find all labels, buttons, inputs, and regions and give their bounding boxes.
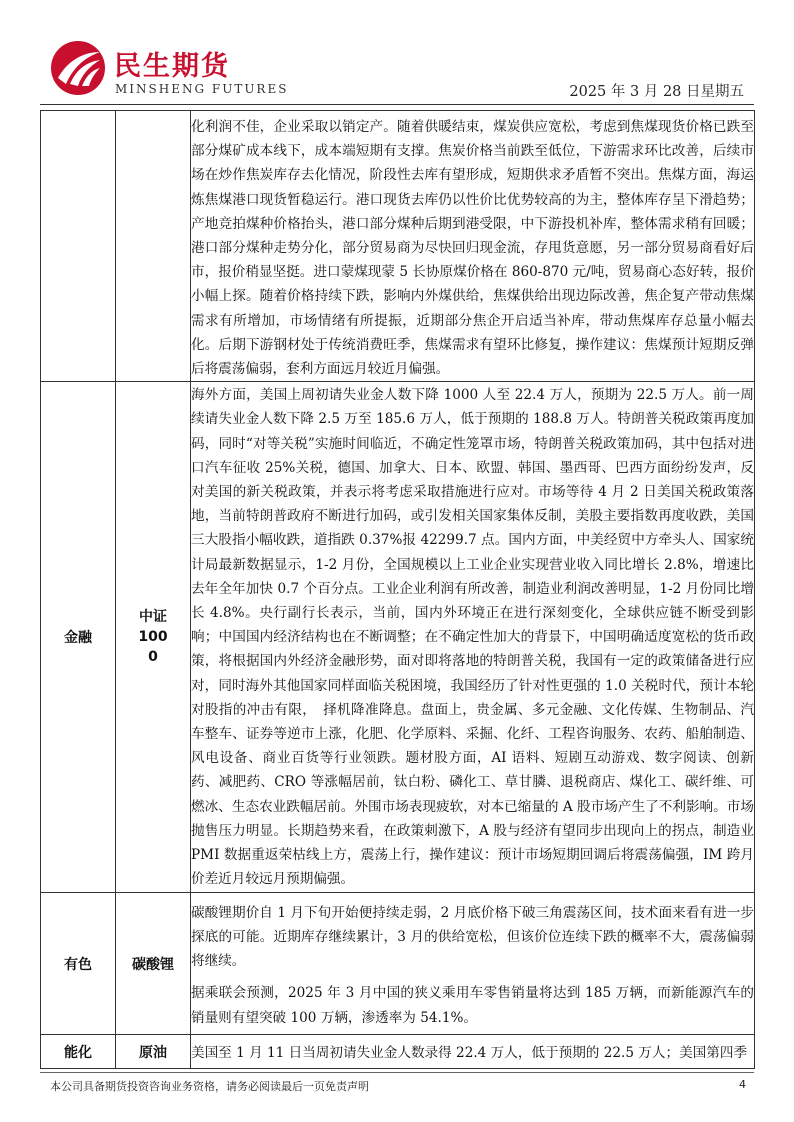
analysis-cell [191, 111, 755, 382]
analysis-paragraph: 碳酸锂期价自 1 月下旬开始便持续走弱，2 月底价格下破三角震荡区间，技术面来看有进一步探底的可能。近期库存继续累计，3 月的供给宽松，但该价位连续下跌的概率不大，震荡偏弱将继续。 [191, 904, 754, 970]
product-cell: 原油 [116, 1035, 191, 1069]
page-header [40, 38, 754, 104]
product-cell [116, 382, 191, 893]
sector-cell: 金融 [41, 382, 116, 893]
analysis-cell [191, 893, 755, 1035]
header-divider [40, 104, 754, 105]
product-label: 中证 1000 [138, 609, 168, 666]
page-number: 4 [739, 1078, 746, 1091]
table-row [41, 382, 755, 893]
brand-name-cn: 民生期货 [114, 51, 230, 82]
analysis-paragraph: 海外方面，美国上周初请失业金人数下降 1000 人至 22.4 万人，预期为 22.5 万人。前一周续请失业金人数下降 2.5 万至 185.6 万人，低于预期的 188.8 万人。特朗普关税政策再度加码，同时“对等关税”实施时间临近，不确定性笼罩市场，特朗普关税政策加码，其中包括对进口汽车征收 25%关税，德国、加拿大、日本、欧盟、韩国、墨西哥、巴西方面纷纷发声，反对美国的新关税政策，并表示将考虑采取措施进行应对。市场等待 4 月 2 日美国关税政策落地，当前特朗普政府不断进行加码，或引发相关国家集体反制，美股主要指数再度收跌，美国三大股指小幅收跌，道指跌 0.37%报 42299.7 点。国内方面，中美经贸中方牵头人、国家统计局最新数据显示，1-2 月份，全国规模以上工业企业实现营业收入同比增长 2.8%，增速比去年全年加快 0.7 个百分点。工业企业利润有所改善，制造业利润改善明显，1-2 月份同比增长 4.8%。央行副行长表示，当前，国内外环境正在进行深刻变化，全球供应链不断受到影响；中国国内经济结构也在不断调整；在不确定性加大的背景下，中国明确适度宽松的货币政策，将根据国内外经济金融形势，面对即将落地的特朗普关税，我国有一定的政策储备进行应对，同时海外其他国家同样面临关税困境，我国经历了针对性更强的 1.0 关税时代，预计本轮对股指的冲击有限， 择机降准降息。盘面上，贵金属、多元金融、文化传媒、生物制品、汽车整车、证券等逆市上涨，化肥、化学原料、采掘、化纤、工程咨询服务、农药、船舶制造、风电设备、商业百货等行业领跌。题材股方面，AI 语料、短剧互动游戏、数字阅读、创新药、减肥药、CRO 等涨幅居前，钛白粉、磷化工、草甘膦、退税商店、煤化工、碳纤维、可燃冰、生态农业跌幅居前。外围市场表现疲软，对本已缩量的 A 股市场产生了不利影响。市场抛售压力明显。长期趋势来看，在政策刺激下，A 股与经济有望同步出现向上的拐点，制造业 PMI 数据重返荣枯线上方，震荡上行，操作建议：预计市场短期回调后将震荡偏强，IM 跨月价差近月较远月预期偏强。 [191, 387, 754, 888]
table-row [41, 893, 755, 1035]
product-cell [116, 111, 191, 382]
footer-divider [40, 1072, 754, 1073]
analysis-paragraph: 美国至 1 月 11 日当周初请失业金人数录得 22.4 万人，低于预期的 22.5 万人；美国第四季 [191, 1045, 748, 1062]
sector-cell [41, 111, 116, 382]
table-row [41, 1035, 755, 1069]
brand-name-en: MINSHENG FUTURES [115, 82, 289, 96]
product-cell: 碳酸锂 [116, 893, 191, 1035]
sector-cell: 有色 [41, 893, 116, 1035]
analysis-cell [191, 382, 755, 893]
report-date: 2025 年 3 月 28 日星期五 [569, 84, 744, 100]
minsheng-logo-icon [50, 40, 106, 96]
analysis-paragraph: 据乘联会预测，2025 年 3 月中国的狭义乘用车零售销量将达到 185 万辆，而新能源汽车的销量则有望突破 100 万辆，渗透率为 54.1%。 [191, 985, 754, 1026]
footer-disclaimer: 本公司具备期货投资咨询业务资格，请务必阅读最后一页免责声明 [50, 1080, 369, 1093]
commodity-outlook-table [40, 110, 755, 1069]
sector-cell: 能化 [41, 1035, 116, 1069]
analysis-paragraph: 化利润不佳，企业采取以销定产。随着供暖结束，煤炭供应宽松，考虑到焦煤现货价格已跌至部分煤矿成本线下，成本端短期有支撑。焦炭价格当前跌至低位，下游需求环比改善，后续市场在炒作焦炭库存去化情况，阶段性去库有望形成，短期供求矛盾暂不突出。焦煤方面，海运炼焦煤港口现货暂稳运行。港口现货去库仍以性价比优势较高的为主，整体库存呈下滑趋势；产地竞拍煤种价格抬头，港口部分煤种后期到港受限，中下游投机补库，整体需求稍有回暖；港口部分煤种走势分化，部分贸易商为尽快回归现金流，存甩货意愿，另一部分贸易商看好后市，报价稍显坚挺。进口蒙煤现蒙 5 长协原煤价格在 860-870 元/吨，贸易商心态好转，报价小幅上探。随着价格持续下跌，影响内外煤供给，焦煤供给出现边际改善，焦企复产带动焦煤需求有所增加，市场情绪有所提振，近期部分焦企开启适当补库，带动焦煤库存总量小幅去化。后期下游钢材处于传统消费旺季，焦煤需求有望环比修复，操作建议：焦煤预计短期反弹后将震荡偏弱，套利方面远月较近月偏强。 [191, 119, 754, 378]
table-row [41, 111, 755, 382]
analysis-cell [191, 1035, 755, 1069]
